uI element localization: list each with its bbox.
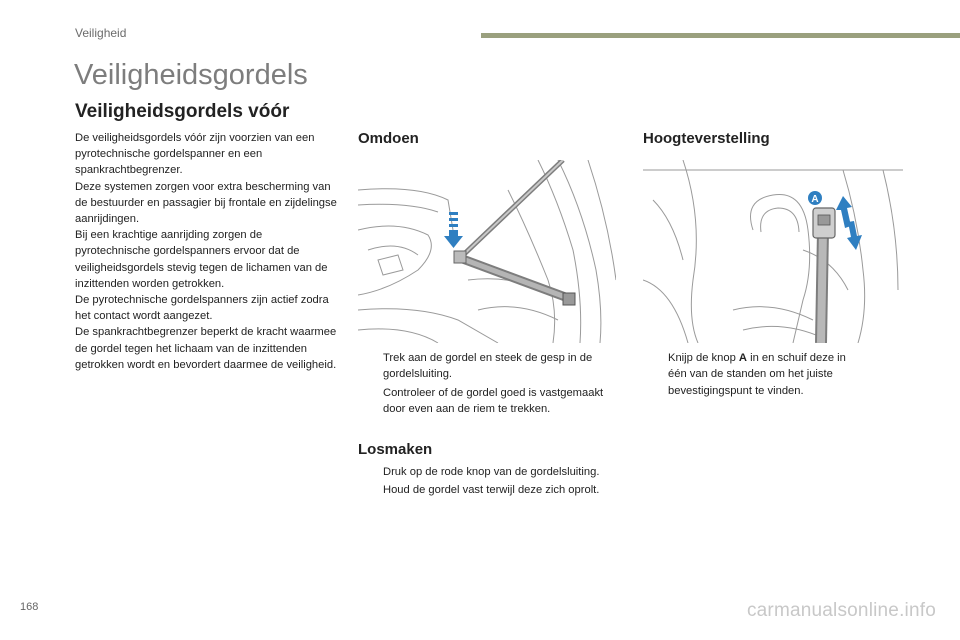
hoogte-step-rest: in en schuif deze in één van de standen om het juiste bevestigingspunt te vinden.	[668, 352, 846, 397]
list-item	[645, 350, 865, 399]
seatbelt-fasten-drawing	[358, 160, 616, 343]
hoogte-illustration	[643, 160, 903, 343]
list-item: Controleer of de gordel goed is vastgemaakt door even aan de riem te trekken.	[383, 386, 604, 416]
list-item: Trek aan de gordel en steek de gesp in de gordelsluiting.	[383, 352, 593, 381]
page-subtitle: Veiligheidsgordels vóór	[75, 101, 290, 122]
omdoen-illustration	[358, 160, 616, 343]
page-title: Veiligheidsgordels	[74, 59, 308, 91]
up-down-arrow-icon	[836, 196, 862, 250]
downward-arrow-icon	[444, 212, 463, 248]
section-label: Veiligheid	[75, 26, 127, 40]
intro-paragraph: De veiligheidsgordels vóór zijn voorzien van een pyrotechnische gordelspanner en een spankrachtbegrenzer.	[75, 132, 315, 177]
section-bar	[481, 33, 960, 38]
list-item: Houd de gordel vast terwijl deze zich oprolt.	[383, 484, 600, 497]
losmaken-steps	[360, 464, 622, 501]
hoogte-steps	[645, 350, 865, 401]
intro-paragraph: De spankrachtbegrenzer beperkt de kracht waarmee de gordel tegen het lichaam van de inzittenden getrokken wordt en bevordert daarmee de veiligheid.	[75, 326, 337, 371]
losmaken-heading: Losmaken	[358, 441, 433, 458]
intro-paragraph: Deze systemen zorgen voor extra bescherming van de bestuurder en passagier bij frontale en zijdelingse aanrijdingen.	[75, 180, 337, 226]
intro-text	[75, 130, 337, 373]
intro-paragraph: De pyrotechnische gordelspanners zijn actief zodra het contact wordt aangezet.	[75, 294, 329, 323]
button-a-label: A	[738, 352, 747, 364]
intro-paragraph: Bij een krachtige aanrijding zorgen de pyrotechnische gordelspanners ervoor dat de veiligheidsgordels stevig tegen de lichamen van de inzittenden worden getrokken.	[75, 229, 328, 290]
watermark: carmanualsonline.info	[746, 600, 936, 621]
page-number: 168	[20, 601, 39, 613]
list-item: Druk op de rode knop van de gordelsluiting.	[383, 466, 600, 478]
badge-a-label: A	[811, 194, 819, 205]
hoogte-heading: Hoogteverstelling	[643, 130, 770, 147]
omdoen-steps	[360, 350, 622, 420]
hoogte-step-intro: Knijp de knop	[668, 352, 739, 364]
seatbelt-height-drawing	[643, 160, 903, 343]
omdoen-heading: Omdoen	[358, 130, 419, 147]
